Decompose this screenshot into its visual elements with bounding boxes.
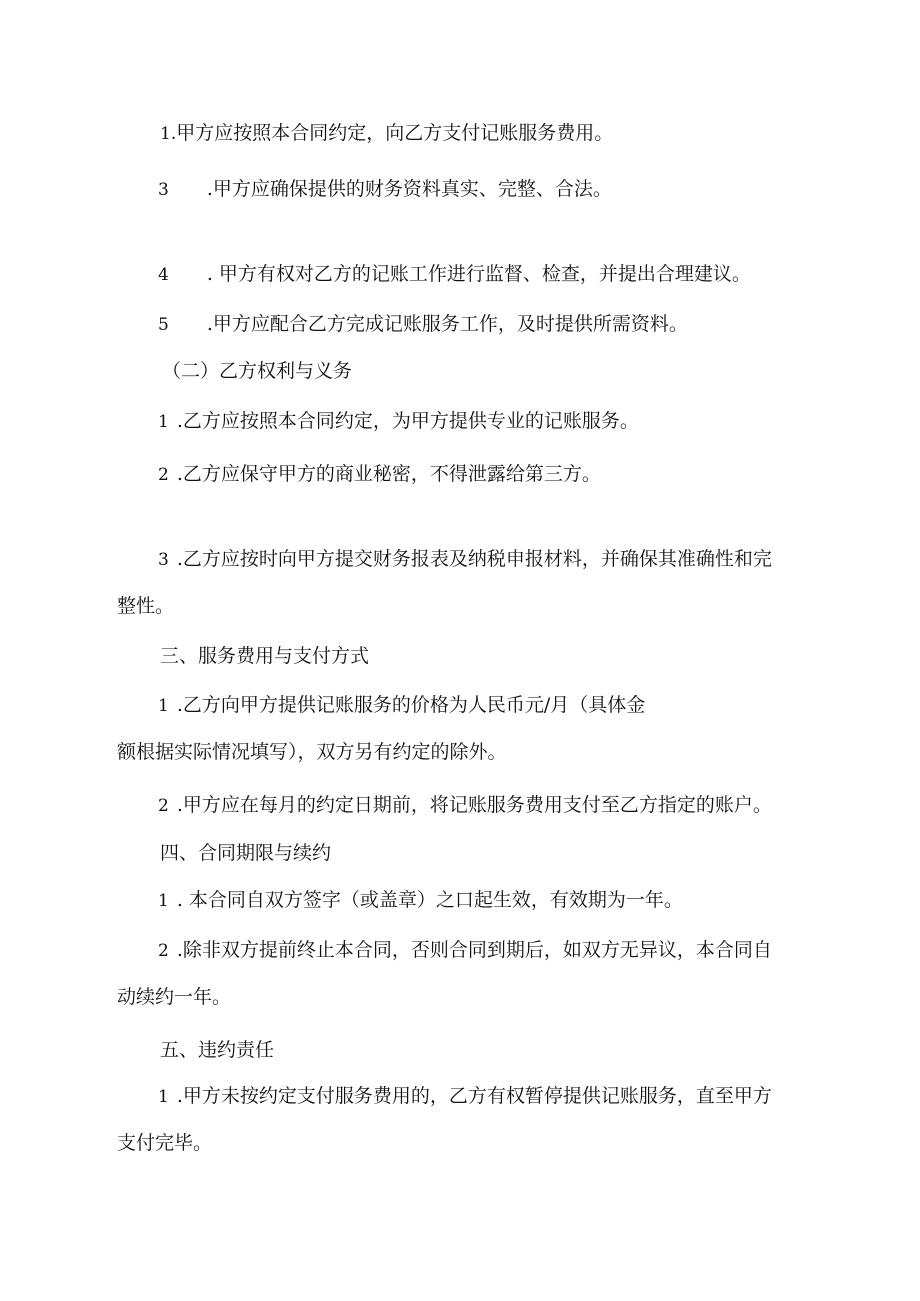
party-b-item-3-continuation: 整性。: [117, 595, 175, 617]
item-number: 2: [158, 465, 169, 485]
item-text: .除非双方提前终止本合同，否则合同到期后，如双方无异议，本合同自: [176, 939, 772, 961]
item-text: . 甲方有权对乙方的记账工作进行监督、检查，并提出合理建议。: [206, 263, 751, 285]
item-number: 4: [158, 265, 169, 285]
item-text: .乙方应保守甲方的商业秘密，不得泄露给第三方。: [176, 463, 601, 485]
term-item-1: [158, 887, 683, 914]
party-a-item-3: [158, 176, 612, 203]
item-text: . 本合同自双方签字（或盖章）之口起生效，有效期为一年。: [176, 889, 683, 911]
item-text: .甲方应配合乙方完成记账服务工作，及时提供所需资料。: [206, 313, 688, 335]
item-number: 1: [158, 891, 169, 911]
section-heading-party-b: （二）乙方权利与义务: [162, 360, 353, 382]
term-item-2-continuation: 动续约一年。: [117, 986, 232, 1008]
section-heading-term: 四、合同期限与续约: [160, 842, 332, 864]
fees-item-2: [158, 792, 772, 819]
item-number: 1: [158, 696, 169, 716]
item-text: .乙方应按时向甲方提交财务报表及纳税申报材料，并确保其准确性和完: [176, 548, 772, 570]
party-a-item-4: [158, 261, 751, 288]
item-number: 1.: [160, 124, 177, 144]
party-a-item-1: [160, 120, 613, 147]
item-number: 5: [158, 315, 169, 335]
item-number: 3: [158, 180, 169, 200]
item-number: 1: [158, 1087, 169, 1107]
item-number: 1: [158, 412, 169, 432]
breach-item-1-continuation: 支付完毕。: [117, 1132, 213, 1154]
fees-item-1-continuation: 额根据实际情况填写），双方另有约定的除外。: [117, 741, 507, 763]
item-number: 2: [158, 941, 169, 961]
item-text: .乙方向甲方提供记账服务的价格为人民币元/月（具体金: [176, 694, 646, 716]
party-b-item-2: [158, 461, 601, 488]
section-heading-fees: 三、服务费用与支付方式: [160, 645, 370, 667]
item-number: 2: [158, 796, 169, 816]
item-text: .甲方应在每月的约定日期前，将记账服务费用支付至乙方指定的账户。: [176, 794, 772, 816]
item-text: .乙方应按照本合同约定，为甲方提供专业的记账服务。: [176, 410, 639, 432]
item-text: .甲方未按约定支付服务费用的，乙方有权暂停提供记账服务，直至甲方: [176, 1085, 772, 1107]
item-number: 3: [158, 550, 169, 570]
item-text: 甲方应按照本合同约定，向乙方支付记账服务费用。: [176, 122, 614, 144]
party-b-item-1: [158, 408, 639, 435]
item-text: .甲方应确保提供的财务资料真实、完整、合法。: [206, 178, 612, 200]
party-a-item-5: [158, 311, 688, 338]
fees-item-1: [158, 692, 645, 719]
section-heading-breach: 五、违约责任: [160, 1039, 275, 1061]
party-b-item-3: [158, 546, 772, 573]
term-item-2: [158, 937, 772, 964]
breach-item-1: [158, 1083, 772, 1110]
